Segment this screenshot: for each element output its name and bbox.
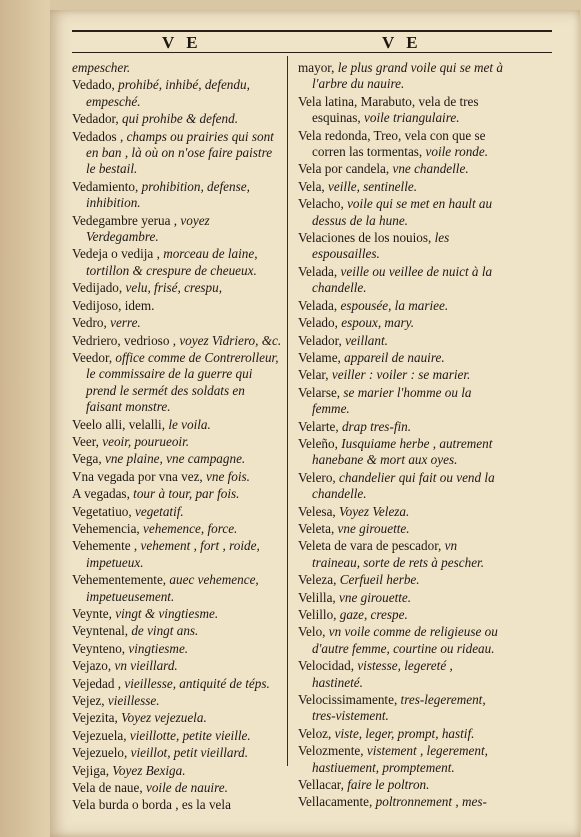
- entry-definition: voyez Vidriero, &c.: [176, 332, 282, 348]
- dictionary-entry: [72, 521, 284, 537]
- entry-definition: appareil de nauire.: [340, 349, 445, 365]
- entry-headword: Vedamiento,: [72, 178, 139, 194]
- entry-headword: Veedor,: [72, 349, 113, 365]
- entry-definition: vistesse, legereté , hastineté.: [312, 658, 453, 690]
- dictionary-entry: [298, 436, 503, 469]
- entry-definition: qui prohibe & defend.: [118, 111, 238, 127]
- running-header: [72, 24, 552, 54]
- dictionary-entry: [298, 60, 503, 93]
- entry-definition: auec vehemence, impetueusement.: [86, 572, 259, 604]
- entry-headword: Vela burda o borda , es la vela: [72, 797, 231, 813]
- entry-definition: Voyez vejezuela.: [117, 710, 207, 726]
- entry-headword: Veleño,: [298, 435, 338, 451]
- entry-definition: morceau de laine, tortillon & crespure de cheueux.: [86, 246, 258, 278]
- dictionary-entry: [72, 780, 284, 796]
- dictionary-entry: [72, 333, 284, 349]
- entry-headword: Velesa,: [298, 503, 336, 519]
- dictionary-entry: [298, 94, 503, 127]
- entry-headword: Velaciones de los nouios,: [298, 230, 432, 246]
- dictionary-entry: [72, 504, 284, 520]
- entry-headword: Vejedad ,: [72, 675, 122, 691]
- entry-headword: Vejazo,: [72, 658, 112, 674]
- entry-definition: espousée, la mariee.: [337, 297, 449, 313]
- entry-definition: veille ou veillee de nuict à la chandelle.: [312, 263, 493, 296]
- dictionary-entry: [72, 111, 284, 127]
- entry-definition: veillant.: [341, 332, 388, 348]
- dictionary-entry: [298, 624, 503, 657]
- entry-headword: Vela por candela,: [298, 161, 390, 177]
- entry-headword: Vela,: [298, 178, 325, 194]
- entry-definition: se marier l'homme ou la femme.: [312, 384, 472, 417]
- entry-definition: voile triangulaire.: [360, 110, 460, 126]
- dictionary-entry: [72, 641, 284, 657]
- entry-definition: Cerfueil herbe.: [336, 572, 420, 588]
- entry-headword: Vna vegada por vna vez,: [72, 468, 203, 484]
- dictionary-entry: [298, 315, 503, 331]
- entry-definition: prohibé, inhibé, defendu, empesché.: [86, 77, 250, 109]
- entry-definition: poltronnement , mes-: [372, 794, 487, 810]
- entry-definition: office comme de Contrerolleur, le commissaire de la guerre qui prend le sermét des soldats en faisant monstre.: [86, 349, 279, 415]
- dictionary-entry: [72, 606, 284, 622]
- entry-headword: Velar,: [298, 367, 329, 383]
- dictionary-entry: [298, 470, 503, 503]
- dictionary-entry: [298, 692, 503, 725]
- entry-definition: le voila.: [165, 416, 211, 432]
- dictionary-entry: [298, 419, 503, 435]
- dictionary-entry: [72, 693, 284, 709]
- entry-definition: vegetatif.: [131, 503, 184, 519]
- entry-definition: vieillotte, petite vieille.: [126, 727, 251, 743]
- dictionary-entry: [298, 350, 503, 366]
- dictionary-entry: [72, 728, 284, 744]
- dictionary-entry: [72, 77, 284, 110]
- entry-headword: Vedegambre yerua ,: [72, 212, 178, 228]
- entry-definition: chandelier qui fait ou vend la chandelle.: [312, 469, 495, 502]
- dictionary-entry: [298, 230, 503, 263]
- dictionary-entry: [72, 745, 284, 761]
- dictionary-entry: [72, 676, 284, 692]
- dictionary-entry: [298, 777, 503, 793]
- entry-definition: de vingt ans.: [128, 623, 199, 639]
- entry-definition: Voyez Veleza.: [335, 503, 410, 519]
- dictionary-entry: [298, 794, 503, 810]
- dictionary-entry: [298, 658, 503, 691]
- entry-headword: mayor,: [298, 60, 335, 75]
- entry-headword: Veleta de vara de pescador,: [298, 538, 442, 554]
- dictionary-entry: [72, 469, 284, 485]
- dictionary-entry: [72, 434, 284, 450]
- dictionary-entry: [72, 417, 284, 433]
- entry-headword: Vellacar,: [298, 777, 344, 793]
- entry-headword: A vegadas,: [72, 486, 130, 502]
- entry-definition: vne girouette.: [334, 520, 410, 536]
- entry-definition: vieillesse.: [104, 693, 160, 709]
- entry-headword: Velador,: [298, 332, 342, 348]
- dictionary-entry: [72, 658, 284, 674]
- dictionary-entry: [72, 280, 284, 296]
- entry-headword: Velocissimamente,: [298, 692, 398, 708]
- entry-headword: Velilla,: [298, 589, 336, 605]
- dictionary-entry: [298, 333, 503, 349]
- entry-headword: Vejiga,: [72, 762, 109, 778]
- entry-definition: vehemence, force.: [139, 520, 238, 536]
- dictionary-entry: [72, 623, 284, 639]
- entry-headword: Vejezuelo,: [72, 745, 128, 761]
- dictionary-entry: [298, 743, 503, 776]
- dictionary-entry: [72, 213, 284, 246]
- dictionary-entry: [298, 726, 503, 742]
- dictionary-entry: [298, 590, 503, 606]
- entry-headword: Vehemencia,: [72, 520, 140, 536]
- entry-headword: Vehemente ,: [72, 538, 138, 554]
- dictionary-entry: [72, 315, 284, 331]
- entry-definition: prohibition, defense, inhibition.: [86, 178, 250, 211]
- entry-definition: gaze, crespe.: [336, 607, 408, 622]
- dictionary-entry: [72, 350, 284, 416]
- entry-definition: verre.: [106, 315, 141, 331]
- entry-headword: Vegetatiuo,: [72, 503, 132, 519]
- entry-definition: vn traineau, sorte de rets à pescher.: [312, 538, 485, 570]
- entry-headword: Veyntenal,: [72, 623, 129, 639]
- dictionary-entry: [298, 385, 503, 418]
- entry-headword: Vedados ,: [72, 128, 124, 144]
- entry-headword: Vedijoso, idem.: [72, 297, 155, 313]
- entry-headword: Vedado,: [72, 77, 115, 93]
- entry-definition: tour à tour, par fois.: [129, 486, 240, 502]
- entry-definition: vingtiesme.: [125, 640, 189, 656]
- dictionary-entry: [298, 367, 503, 383]
- entry-definition: voile qui se met en hault au dessus de la hune.: [312, 196, 493, 228]
- entry-definition: vieillesse, antiquité de téps.: [121, 675, 270, 691]
- entry-definition: vn vieillard.: [111, 658, 178, 674]
- entry-definition: voyez Verdegambre.: [86, 212, 210, 245]
- entry-definition: vehement , fort , roide, impetueux.: [86, 538, 260, 570]
- entry-headword: Velacho,: [298, 196, 344, 212]
- entry-headword: Vellacamente,: [298, 794, 373, 810]
- entry-definition: vn voile comme de religieuse ou d'autre femme, courtine ou rideau.: [312, 624, 498, 656]
- entry-definition: faire le poltron.: [343, 777, 430, 793]
- entry-headword: Vedijado,: [72, 280, 123, 296]
- dictionary-entry: [298, 196, 503, 229]
- dictionary-entry: [298, 179, 503, 195]
- dictionary-entry: [298, 298, 503, 314]
- entry-headword: Veleza,: [298, 572, 337, 588]
- dictionary-entry: [72, 179, 284, 212]
- entry-headword: Vedeja o vedija ,: [72, 246, 160, 262]
- entry-headword: Vela redonda, Treo, vela con que se corren las tormentas,: [298, 127, 486, 160]
- dictionary-entry: [72, 763, 284, 779]
- dictionary-entry: [298, 521, 503, 537]
- left-column: [72, 60, 284, 815]
- header-left-letters: V E: [162, 33, 202, 52]
- entry-headword: Velarse,: [298, 384, 341, 400]
- dictionary-entry: [298, 161, 503, 177]
- entry-definition: les espousailles.: [312, 230, 450, 262]
- entry-headword: Veloz,: [298, 725, 332, 741]
- entry-headword: Velero,: [298, 469, 336, 485]
- entry-headword: Velozmente,: [298, 743, 364, 759]
- header-rule-top: [72, 30, 552, 32]
- entry-headword: Vela de naue,: [72, 780, 143, 796]
- column-divider: [287, 56, 288, 766]
- entry-definition: vne plaine, vne campagne.: [101, 451, 246, 467]
- entry-definition: vne girouette.: [335, 589, 412, 605]
- entry-headword: Velarte,: [298, 418, 339, 434]
- entry-definition: vne fois.: [202, 468, 250, 484]
- entry-definition: vieillot, petit vieillard.: [127, 745, 249, 761]
- dictionary-entry: [72, 486, 284, 502]
- entry-headword: Veer,: [72, 433, 99, 449]
- entry-definition: champs ou prairies qui sont en ban , là où on n'ose faire paistre le bestail.: [86, 128, 274, 177]
- entry-definition: velu, frisé, crespu,: [122, 280, 223, 296]
- entry-definition: Iusquiame herbe , autrement hanebane & mort aux oyes.: [312, 435, 493, 468]
- dictionary-entry: [72, 710, 284, 726]
- entry-headword: Veynteno,: [72, 640, 126, 656]
- entry-headword: Velocidad,: [298, 658, 355, 674]
- entry-headword: Veleta,: [298, 520, 335, 536]
- entry-headword: Veelo alli, velalli,: [72, 416, 166, 432]
- entry-definition: espoux, mary.: [337, 315, 415, 331]
- entry-definition: vistement , legerement, hastiuement, promptement.: [312, 743, 488, 775]
- entry-headword: Vejez,: [72, 693, 105, 709]
- dictionary-entry: [72, 129, 284, 178]
- entry-definition: vingt & vingtiesme.: [111, 606, 219, 621]
- entry-headword: Vehementemente,: [72, 572, 167, 588]
- right-column: [298, 60, 503, 812]
- entry-definition: voile ronde.: [422, 144, 489, 160]
- entry-headword: Velada,: [298, 297, 338, 313]
- entry-definition: veille, sentinelle.: [324, 178, 418, 194]
- dictionary-entry: [298, 504, 503, 520]
- dictionary-entry: [72, 797, 284, 813]
- dictionary-entry: [72, 298, 284, 314]
- entry-definition: voile de nauire.: [142, 780, 228, 796]
- entry-headword: Vedador,: [72, 111, 119, 127]
- entry-headword: Velo,: [298, 624, 326, 640]
- dictionary-entry: [72, 60, 284, 76]
- entry-definition: vne chandelle.: [389, 161, 469, 177]
- entry-headword: Velada,: [298, 263, 338, 279]
- page-gutter: [0, 0, 50, 837]
- dictionary-entry: [72, 246, 284, 279]
- header-right-letters: V E: [382, 33, 422, 52]
- entry-definition: empescher.: [72, 60, 131, 75]
- dictionary-entry: [72, 572, 284, 605]
- dictionary-entry: [298, 128, 503, 161]
- entry-headword: Velame,: [298, 349, 341, 365]
- entry-headword: Velillo,: [298, 607, 337, 622]
- entry-definition: Voyez Bexiga.: [109, 762, 186, 778]
- entry-definition: veiller : voiler : se marier.: [328, 367, 471, 383]
- dictionary-entry: [298, 538, 503, 571]
- dictionary-entry: [72, 451, 284, 467]
- dictionary-entry: [298, 264, 503, 297]
- dictionary-entry: [72, 538, 284, 571]
- entry-definition: viste, leger, prompt, hastif.: [331, 725, 475, 741]
- entry-headword: Vedriero, vedrioso ,: [72, 332, 177, 348]
- dictionary-entry: [298, 607, 503, 623]
- entry-headword: Vela latina, Marabuto, vela de tres esquinas,: [298, 93, 479, 126]
- entry-definition: drap tres-fin.: [338, 418, 412, 434]
- dictionary-entry: [298, 572, 503, 588]
- entry-headword: Vejezuela,: [72, 727, 127, 743]
- entry-headword: Vejezita,: [72, 710, 118, 726]
- header-rule-bottom: [72, 52, 552, 53]
- entry-headword: Veynte,: [72, 606, 112, 621]
- entry-headword: Vega,: [72, 451, 102, 467]
- entry-definition: tres-legerement, tres-vistement.: [312, 692, 486, 724]
- entry-definition: veoir, pourueoir.: [98, 433, 190, 449]
- entry-definition: le plus grand voile qui se met à l'arbre du nauire.: [312, 60, 503, 92]
- entry-headword: Velado,: [298, 315, 338, 331]
- entry-headword: Vedro,: [72, 315, 107, 331]
